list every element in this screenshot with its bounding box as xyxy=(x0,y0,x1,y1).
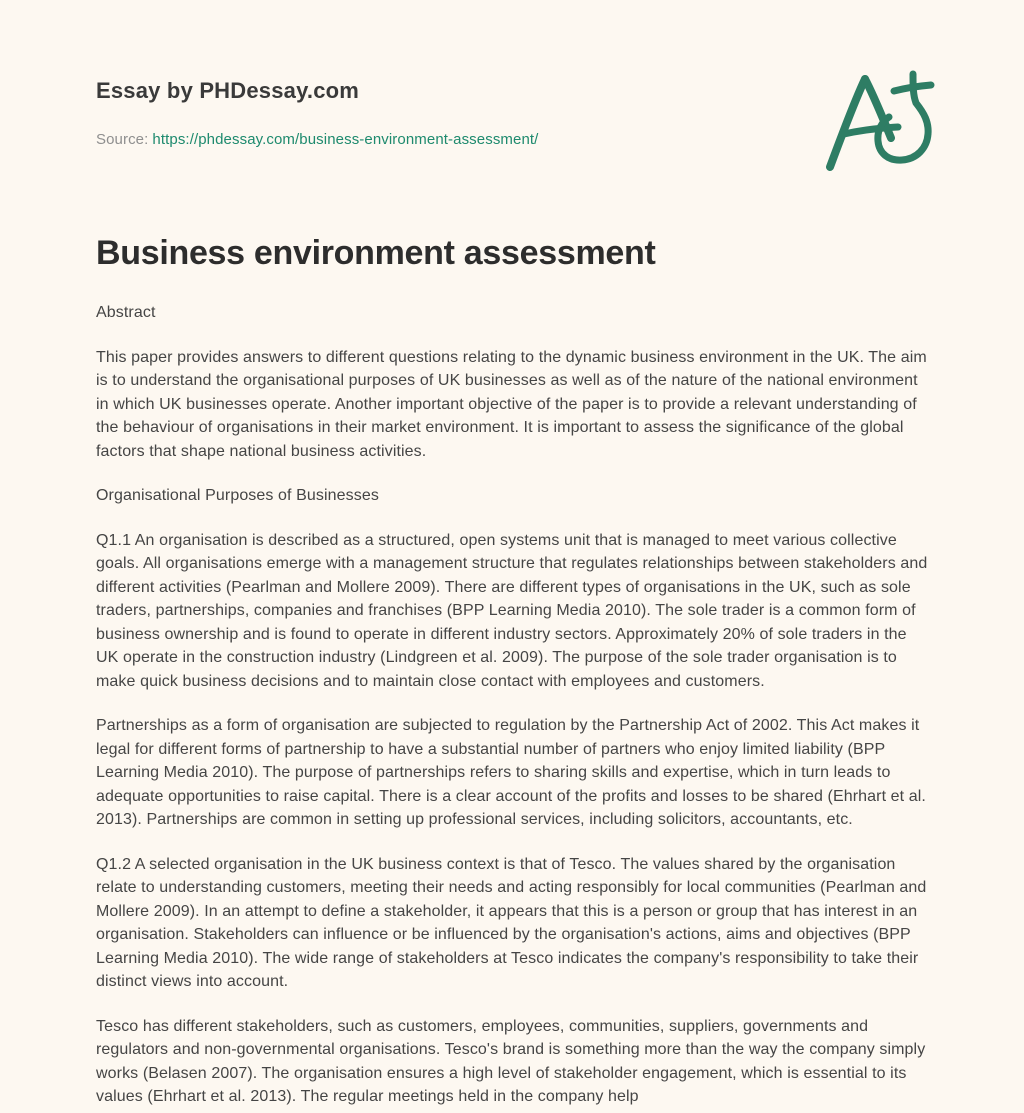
source-row xyxy=(96,131,928,148)
paragraph-partnerships: Partnerships as a form of organisation are subjected to regulation by the Partnership Act of 2002. This Act makes it legal for different forms of partnership to have a substantial number of partners who enjoy limited liability (BPP Learning Media 2010). The purpose of partnerships refers to sharing skills and expertise, which in turn leads to adequate opportunities to raise capital. There is a clear account of the profits and losses to be shared (Ehrhart et al. 2013). Partnerships are common in setting up professional services, including solicitors, accountants, etc. xyxy=(96,717,926,828)
article-title: Business environment assessment xyxy=(96,234,656,272)
paragraph-stakeholders: Tesco has different stakeholders, such as customers, employees, communities, suppliers, governments and regulators and non-governmental organisations. Tesco's brand is something more than the way the company simply works (Belasen 2007). The organisation ensures a high level of stakeholder engagement, which is essential to its values (Ehrhart et al. 2013). The regular meetings held in the company help xyxy=(96,1017,926,1105)
source-url-link[interactable]: https://phdessay.com/business-environment-assessment/ xyxy=(152,131,539,148)
site-title: Essay by PHDessay.com xyxy=(96,78,360,103)
a-plus-logo-icon xyxy=(818,66,940,172)
section-heading: Organisational Purposes of Businesses xyxy=(96,487,379,504)
paragraph-q1-2: Q1.2 A selected organisation in the UK business context is that of Tesco. The values shared by the organisation relate to understanding customers, meeting their needs and acting responsibly for local communities (Pearlman and Mollere 2009). In an attempt to define a stakeholder, it appears that this is a person or group that has interest in an organisation. Stakeholders can influence or be influenced by the organisation's actions, aims and objectives (BPP Learning Media 2010). The wide range of stakeholders at Tesco indicates the company's responsibility to take their distinct views into account. xyxy=(96,855,927,990)
abstract-label: Abstract xyxy=(96,304,156,321)
paragraph-q1-1: Q1.1 An organisation is described as a structured, open systems unit that is managed to meet various collective goals. All organisations emerge with a management structure that regulates relationships between stakeholders and different activities (Pearlman and Mollere 2009). There are different types of organisations in the UK, such as sole traders, partnerships, companies and franchises (BPP Learning Media 2010). The sole trader is a common form of business ownership and is found to operate in different industry sectors. Approximately 20% of sole traders in the UK operate in the construction industry (Lindgreen et al. 2009). The purpose of the sole trader organisation is to make quick business decisions and to maintain close contact with employees and customers. xyxy=(96,531,928,690)
abstract-paragraph: This paper provides answers to different questions relating to the dynamic business environment in the UK. The aim is to understand the organisational purposes of UK businesses as well as of the nature of the national environment in which UK businesses operate. Another important objective of the paper is to provide a relevant understanding of the behaviour of organisations in their market environment. It is important to assess the significance of the global factors that shape national business activities. xyxy=(96,348,927,460)
article-body xyxy=(96,301,928,1109)
source-label: Source: xyxy=(96,131,149,148)
site-header xyxy=(96,78,928,148)
